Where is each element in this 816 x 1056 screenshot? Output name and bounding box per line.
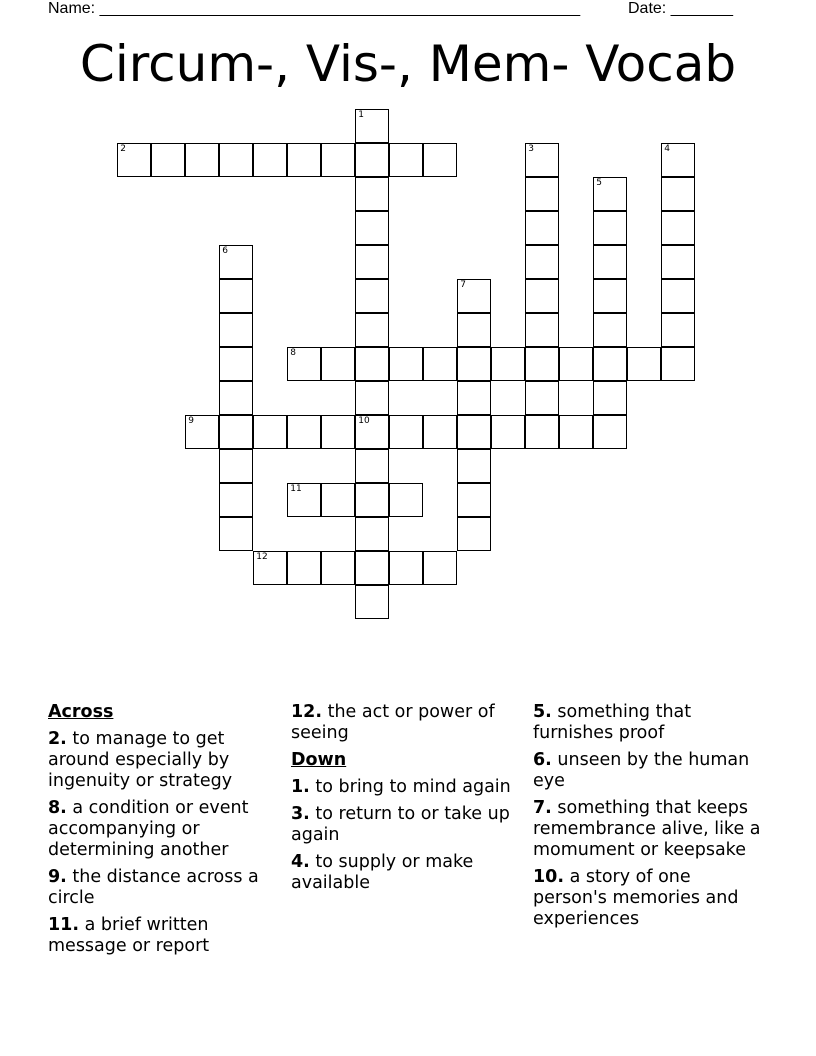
grid-cell[interactable] [525, 347, 559, 381]
grid-cell[interactable] [593, 415, 627, 449]
clue-text: to bring to mind again [309, 777, 511, 797]
grid-cell[interactable] [287, 415, 321, 449]
grid-cell[interactable] [219, 143, 253, 177]
cell-number: 5 [596, 178, 602, 189]
grid-cell[interactable] [355, 245, 389, 279]
grid-cell[interactable] [321, 347, 355, 381]
cell-number: 10 [358, 416, 370, 427]
grid-cell[interactable] [593, 177, 627, 211]
grid-cell[interactable] [355, 347, 389, 381]
across-heading: Across [48, 702, 114, 722]
clue-text: a brief written message or report [48, 915, 210, 956]
grid-cell[interactable] [457, 279, 491, 313]
grid-cell[interactable] [321, 415, 355, 449]
grid-cell[interactable] [491, 415, 525, 449]
grid-cell[interactable] [457, 313, 491, 347]
grid-cell[interactable] [661, 313, 695, 347]
clue-down-5 [533, 702, 769, 744]
grid-cell[interactable] [219, 415, 253, 449]
grid-cell[interactable] [627, 347, 661, 381]
grid-cell[interactable] [355, 449, 389, 483]
grid-cell[interactable] [321, 551, 355, 585]
grid-cell[interactable] [389, 551, 423, 585]
page-title: Circum-, Vis-, Mem- Vocab [79, 35, 737, 93]
grid-cell[interactable] [117, 143, 151, 177]
date-field-line: Date: _______ [628, 0, 733, 17]
grid-cell[interactable] [321, 143, 355, 177]
grid-cell[interactable] [287, 483, 321, 517]
grid-cell[interactable] [593, 245, 627, 279]
clue-text: unseen by the human eye [533, 750, 750, 791]
grid-cell[interactable] [559, 347, 593, 381]
grid-cell[interactable] [355, 313, 389, 347]
clue-number: 8. [48, 798, 67, 818]
grid-cell[interactable] [355, 109, 389, 143]
grid-cell[interactable] [355, 143, 389, 177]
grid-cell[interactable] [661, 279, 695, 313]
grid-cell[interactable] [457, 347, 491, 381]
grid-cell[interactable] [185, 415, 219, 449]
grid-cell[interactable] [525, 211, 559, 245]
name-field-line: Name: ______________________________________________________ [48, 0, 581, 17]
clue-number: 3. [291, 804, 310, 824]
grid-cell[interactable] [525, 143, 559, 177]
grid-cell[interactable] [559, 415, 593, 449]
grid-cell[interactable] [457, 415, 491, 449]
grid-cell[interactable] [593, 211, 627, 245]
clue-number: 10. [533, 867, 565, 887]
grid-cell[interactable] [219, 347, 253, 381]
grid-cell[interactable] [525, 245, 559, 279]
grid-cell[interactable] [219, 245, 253, 279]
grid-cell[interactable] [287, 551, 321, 585]
grid-cell[interactable] [593, 381, 627, 415]
grid-cell[interactable] [355, 381, 389, 415]
clue-column-1 [48, 702, 284, 963]
grid-cell[interactable] [593, 347, 627, 381]
grid-cell[interactable] [593, 313, 627, 347]
down-heading: Down [291, 750, 347, 770]
grid-cell[interactable] [423, 551, 457, 585]
cell-number: 3 [528, 144, 534, 155]
grid-cell[interactable] [661, 177, 695, 211]
grid-cell[interactable] [219, 449, 253, 483]
grid-cell[interactable] [389, 143, 423, 177]
grid-cell[interactable] [423, 347, 457, 381]
cell-number: 1 [358, 110, 364, 121]
clue-across-11 [48, 915, 284, 957]
grid-cell[interactable] [287, 143, 321, 177]
cell-number: 12 [256, 552, 268, 563]
cell-number: 6 [222, 246, 228, 257]
grid-cell[interactable] [661, 143, 695, 177]
clue-down-4 [291, 852, 527, 894]
clue-number: 1. [291, 777, 310, 797]
grid-cell[interactable] [389, 415, 423, 449]
grid-cell[interactable] [185, 143, 219, 177]
grid-cell[interactable] [389, 483, 423, 517]
grid-cell[interactable] [219, 517, 253, 551]
clue-down-3 [291, 804, 527, 846]
clue-across-8 [48, 798, 284, 861]
grid-cell[interactable] [661, 245, 695, 279]
clue-column-3 [533, 702, 769, 936]
grid-cell[interactable] [593, 279, 627, 313]
clue-across-2 [48, 729, 284, 792]
grid-cell[interactable] [457, 483, 491, 517]
clue-text: something that furnishes proof [533, 702, 692, 743]
clue-text: the distance across a circle [48, 867, 259, 908]
cell-number: 7 [460, 280, 466, 291]
cell-number: 8 [290, 348, 296, 359]
clue-number: 5. [533, 702, 552, 722]
grid-cell[interactable] [457, 381, 491, 415]
cell-number: 2 [120, 144, 126, 155]
clue-number: 11. [48, 915, 80, 935]
grid-cell[interactable] [525, 415, 559, 449]
cell-number: 9 [188, 416, 194, 427]
grid-cell[interactable] [355, 585, 389, 619]
grid-cell[interactable] [457, 517, 491, 551]
clue-text: the act or power of seeing [291, 702, 495, 743]
clue-across-12 [291, 702, 527, 744]
grid-cell[interactable] [253, 415, 287, 449]
grid-cell[interactable] [525, 381, 559, 415]
grid-cell[interactable] [423, 143, 457, 177]
grid-cell[interactable] [355, 211, 389, 245]
clue-down-1 [291, 777, 527, 798]
grid-cell[interactable] [355, 483, 389, 517]
grid-cell[interactable] [423, 415, 457, 449]
clue-down-7 [533, 798, 769, 861]
cell-number: 4 [664, 144, 670, 155]
grid-cell[interactable] [253, 551, 287, 585]
cell-number: 11 [290, 484, 302, 495]
grid-cell[interactable] [355, 517, 389, 551]
grid-cell[interactable] [525, 279, 559, 313]
clue-down-10 [533, 867, 769, 930]
clue-across-9 [48, 867, 284, 909]
clue-number: 2. [48, 729, 67, 749]
grid-cell[interactable] [525, 313, 559, 347]
clue-number: 7. [533, 798, 552, 818]
grid-cell[interactable] [355, 279, 389, 313]
clue-number: 6. [533, 750, 552, 770]
clue-text: a condition or event accompanying or determining another [48, 798, 249, 860]
grid-cell[interactable] [491, 347, 525, 381]
clue-text: to manage to get around especially by ingenuity or strategy [48, 729, 233, 791]
grid-cell[interactable] [219, 381, 253, 415]
clue-text: something that keeps remembrance alive, like a momument or keepsake [533, 798, 761, 860]
grid-cell[interactable] [355, 415, 389, 449]
clue-text: to supply or make available [291, 852, 474, 893]
grid-cell[interactable] [355, 551, 389, 585]
clue-column-2 [291, 702, 527, 900]
grid-cell[interactable] [389, 347, 423, 381]
grid-cell[interactable] [219, 483, 253, 517]
grid-cell[interactable] [253, 143, 287, 177]
grid-cell[interactable] [457, 449, 491, 483]
clue-number: 12. [291, 702, 323, 722]
clue-down-6 [533, 750, 769, 792]
grid-cell[interactable] [355, 177, 389, 211]
grid-cell[interactable] [661, 211, 695, 245]
grid-cell[interactable] [219, 313, 253, 347]
grid-cell[interactable] [151, 143, 185, 177]
clue-text: to return to or take up again [291, 804, 510, 845]
clue-number: 9. [48, 867, 67, 887]
grid-cell[interactable] [321, 483, 355, 517]
clue-text: a story of one person's memories and experiences [533, 867, 739, 929]
grid-cell[interactable] [525, 177, 559, 211]
grid-cell[interactable] [219, 279, 253, 313]
grid-cell[interactable] [661, 347, 695, 381]
clue-number: 4. [291, 852, 310, 872]
grid-cell[interactable] [287, 347, 321, 381]
